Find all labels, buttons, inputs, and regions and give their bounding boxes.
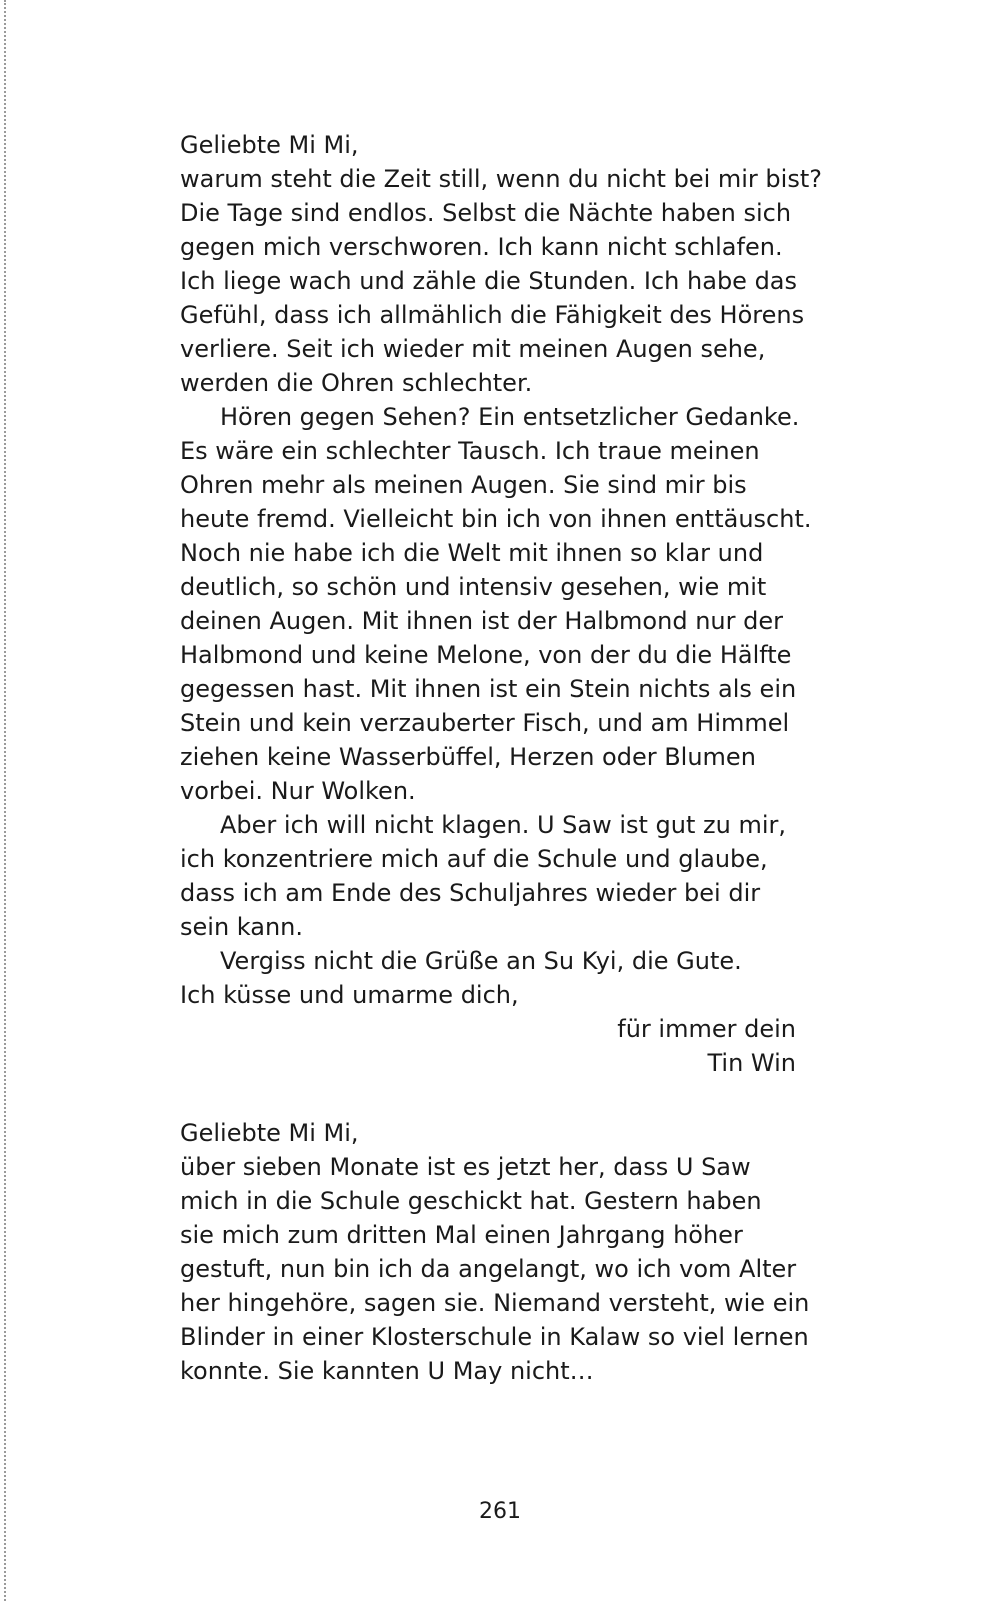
letter-2 — [180, 1116, 820, 1388]
letter-2-line: konnte. Sie kannten U May nicht… — [180, 1357, 594, 1385]
letter-1-line: gegen mich verschworen. Ich kann nicht schlafen. — [180, 233, 783, 261]
letter-1-line: Stein und kein verzauberter Fisch, und am Himmel — [180, 709, 790, 737]
letter-1-line: Ohren mehr als meinen Augen. Sie sind mir bis — [180, 471, 747, 499]
letter-1-line: dass ich am Ende des Schuljahres wieder bei dir — [180, 879, 761, 907]
page-edge-dotted-border — [4, 0, 6, 1601]
letter-2-line: sie mich zum dritten Mal einen Jahrgang höher — [180, 1221, 743, 1249]
letter-1-line: ziehen keine Wasserbüffel, Herzen oder Blumen — [180, 743, 756, 771]
letter-1-line: Vergiss nicht die Grüße an Su Kyi, die Gute. — [220, 947, 742, 975]
letter-1-line: Gefühl, dass ich allmählich die Fähigkeit des Hörens — [180, 301, 805, 329]
page-number: 261 — [479, 1499, 521, 1524]
letter-1-line: Ich küsse und umarme dich, — [180, 981, 519, 1009]
letter-1-signature: Tin Win — [707, 1049, 796, 1077]
letter-1-line: deutlich, so schön und intensiv gesehen, wie mit — [180, 573, 767, 601]
letter-1-line: ich konzentriere mich auf die Schule und glaube, — [180, 845, 768, 873]
letter-2-line: gestuft, nun bin ich da angelangt, wo ich vom Alter — [180, 1255, 797, 1283]
letter-1-line: gegessen hast. Mit ihnen ist ein Stein nichts als ein — [180, 675, 797, 703]
letter-1-line: werden die Ohren schlechter. — [180, 369, 533, 397]
letter-1-line: Die Tage sind endlos. Selbst die Nächte haben sich — [180, 199, 792, 227]
letter-1-line: Halbmond und keine Melone, von der du die Hälfte — [180, 641, 792, 669]
letter-1-line: Es wäre ein schlechter Tausch. Ich traue meinen — [180, 437, 760, 465]
letter-2-line: mich in die Schule geschickt hat. Gestern haben — [180, 1187, 762, 1215]
letter-1-line: heute fremd. Vielleicht bin ich von ihnen enttäuscht. — [180, 505, 812, 533]
letter-2-line: her hingehöre, sagen sie. Niemand versteht, wie ein — [180, 1289, 810, 1317]
book-page-text — [180, 128, 820, 1388]
letter-1-closing: für immer dein — [617, 1015, 796, 1043]
letter-1-line: warum steht die Zeit still, wenn du nicht bei mir bist? — [180, 165, 822, 193]
letter-2-salutation: Geliebte Mi Mi, — [180, 1119, 359, 1147]
letter-1-line: Aber ich will nicht klagen. U Saw ist gut zu mir, — [220, 811, 787, 839]
letter-1-line: sein kann. — [180, 913, 304, 941]
letter-1-line: verliere. Seit ich wieder mit meinen Augen sehe, — [180, 335, 766, 363]
letter-1-line: vorbei. Nur Wolken. — [180, 777, 416, 805]
letter-1-line: Noch nie habe ich die Welt mit ihnen so klar und — [180, 539, 764, 567]
letter-1 — [180, 128, 820, 1080]
letter-2-line: über sieben Monate ist es jetzt her, dass U Saw — [180, 1153, 751, 1181]
letter-separator — [180, 1080, 820, 1116]
letter-1-line: Hören gegen Sehen? Ein entsetzlicher Gedanke. — [220, 403, 800, 431]
letter-1-line: deinen Augen. Mit ihnen ist der Halbmond nur der — [180, 607, 783, 635]
letter-1-line: Ich liege wach und zähle die Stunden. Ich habe das — [180, 267, 798, 295]
letter-1-salutation: Geliebte Mi Mi, — [180, 131, 359, 159]
letter-2-line: Blinder in einer Klosterschule in Kalaw so viel lernen — [180, 1323, 809, 1351]
